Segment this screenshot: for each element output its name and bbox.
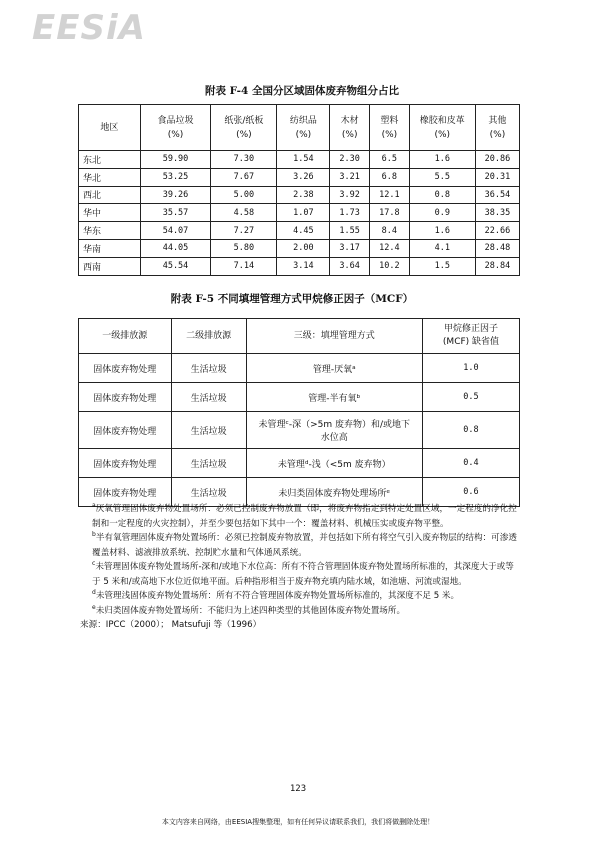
table-header-row [79,319,520,354]
table-cell: 固体废弃物处理 [79,354,172,383]
column-header: 食品垃圾 (%) [140,105,211,151]
column-header: 地区 [79,105,141,151]
value-cell: 54.07 [140,222,211,240]
value-cell: 28.48 [475,239,519,257]
table-cell: 生活垃圾 [171,478,246,507]
value-cell: 53.25 [140,168,211,186]
table-cell: 生活垃圾 [171,449,246,478]
footnote: $^b$半有氧管理固体废弃物处置场所：必须已控制废弃物放置，并包括如下所有将空气引入废弃物层的结构：可渗透覆盖材料、滤液排放系统、控制贮水量和气体通风系统。 [92,531,517,558]
region-cell: 华东 [79,222,141,240]
column-header: 木材 (%) [330,105,370,151]
value-cell: 17.8 [370,204,410,222]
region-cell: 东北 [79,151,141,169]
value-cell: 20.86 [475,151,519,169]
table-cell: 管理-厌氧ᵃ [246,354,422,383]
region-cell: 西南 [79,257,141,275]
table-cell: 管理-半有氧ᵇ [246,383,422,412]
table-cell: 生活垃圾 [171,383,246,412]
value-cell: 1.54 [277,151,330,169]
value-cell: 28.84 [475,257,519,275]
value-cell: 0.8 [409,186,475,204]
value-cell: 6.8 [370,168,410,186]
footnote: $^a$厌氧管理固体废弃物处置场所：必须已控制废弃物放置（即，将废弃物指定到特定处置区域，一定程度的净化控制和一定程度的火灾控制），并至少要包括如下其中一个：覆盖材料、机械压实或废弃物平整。 [92,502,517,529]
source-note: 来源：IPCC（2000）； Matsufuji 等（1996） [80,620,262,630]
region-cell: 华北 [79,168,141,186]
value-cell: 59.90 [140,151,211,169]
value-cell: 35.57 [140,204,211,222]
value-cell: 1.07 [277,204,330,222]
value-cell: 1.6 [409,222,475,240]
table-cell: 固体废弃物处理 [79,383,172,412]
value-cell: 2.30 [330,151,370,169]
table-f4 [78,104,520,276]
table-f5-title: 附表 F-5 不同填埋管理方式甲烷修正因子（MCF） [170,293,414,305]
value-cell: 1.5 [409,257,475,275]
table-cell: 未管理ᵈ-浅（<5m 废弃物） [246,449,422,478]
value-cell: 3.21 [330,168,370,186]
value-cell: 0.9 [409,204,475,222]
footer-disclaimer: 本文内容来自网络，由EESIA搜集整理，如有任何异议请联系我们，我们将做删除处理！ [161,818,435,826]
table-cell: 生活垃圾 [171,412,246,449]
mcf-value-cell: 0.6 [422,478,519,507]
table-row [79,222,520,240]
value-cell: 3.64 [330,257,370,275]
value-cell: 12.1 [370,186,410,204]
value-cell: 1.6 [409,151,475,169]
table-cell: 未管理ᶜ-深（>5m 废弃物）和/或地下 水位高 [246,412,422,449]
value-cell: 36.54 [475,186,519,204]
value-cell: 44.05 [140,239,211,257]
value-cell: 3.14 [277,257,330,275]
footnote: $^c$未管理固体废弃物处置场所-深和/或地下水位高：所有不符合管理固体废弃物处置场所标准的，其深度大于或等于 5 米和/或高地下水位近似地平面。后种指形相当于废弃物充填内陆水域，如池塘、河流或湿地。 [92,560,514,587]
table-row [79,412,520,449]
value-cell: 12.4 [370,239,410,257]
table-row [79,239,520,257]
value-cell: 2.38 [277,186,330,204]
value-cell: 1.73 [330,204,370,222]
value-cell: 4.58 [211,204,277,222]
region-cell: 西北 [79,186,141,204]
table-row [79,168,520,186]
table-row [79,186,520,204]
value-cell: 1.55 [330,222,370,240]
table-notes [80,502,520,633]
table-cell: 未归类固体废弃物处理场所ᵉ [246,478,422,507]
value-cell: 20.31 [475,168,519,186]
table-header-row [79,105,520,151]
value-cell: 5.5 [409,168,475,186]
table-row [79,204,520,222]
mcf-value-cell: 1.0 [422,354,519,383]
table-row [79,449,520,478]
footnote: $^d$未管理浅固体废弃物处置场所：所有不符合管理固体废弃物处置场所标准的，其深度不足 5 米。 [92,589,460,601]
value-cell: 7.67 [211,168,277,186]
value-cell: 7.14 [211,257,277,275]
column-header: 一级排放源 [79,319,172,354]
column-header: 二级排放源 [171,319,246,354]
value-cell: 5.80 [211,239,277,257]
table-row [79,257,520,275]
mcf-value-cell: 0.8 [422,412,519,449]
value-cell: 7.27 [211,222,277,240]
table-cell: 固体废弃物处理 [79,478,172,507]
table-row [79,383,520,412]
value-cell: 4.1 [409,239,475,257]
value-cell: 3.17 [330,239,370,257]
value-cell: 8.4 [370,222,410,240]
footnote: $^e$未归类固体废弃物处置场所：不能归为上述四种类型的其他固体废弃物处置场所。 [92,603,406,616]
table-cell: 生活垃圾 [171,354,246,383]
region-cell: 华中 [79,204,141,222]
mcf-value-cell: 0.4 [422,449,519,478]
value-cell: 4.45 [277,222,330,240]
eesia-logo: EESiA [32,8,146,48]
table-row [79,354,520,383]
value-cell: 5.00 [211,186,277,204]
column-header: 橡胶和皮革 (%) [409,105,475,151]
table-f5 [78,318,520,507]
column-header: 塑料 (%) [370,105,410,151]
table-f4-title: 附表 F-4 全国分区域固体废弃物组分占比 [205,85,399,97]
value-cell: 3.92 [330,186,370,204]
table-row [79,151,520,169]
table-cell: 固体废弃物处理 [79,412,172,449]
table-cell: 固体废弃物处理 [79,449,172,478]
value-cell: 45.54 [140,257,211,275]
column-header: 其他 (%) [475,105,519,151]
column-header: 三级：填埋管理方式 [246,319,422,354]
region-cell: 华南 [79,239,141,257]
value-cell: 22.66 [475,222,519,240]
column-header: 甲烷修正因子 (MCF) 缺省值 [422,319,519,354]
value-cell: 7.30 [211,151,277,169]
mcf-value-cell: 0.5 [422,383,519,412]
page-number: 123 [289,784,307,794]
value-cell: 3.26 [277,168,330,186]
value-cell: 6.5 [370,151,410,169]
value-cell: 10.2 [370,257,410,275]
value-cell: 39.26 [140,186,211,204]
value-cell: 38.35 [475,204,519,222]
column-header: 纸张/纸板 (%) [211,105,277,151]
value-cell: 2.00 [277,239,330,257]
column-header: 纺织品 (%) [277,105,330,151]
